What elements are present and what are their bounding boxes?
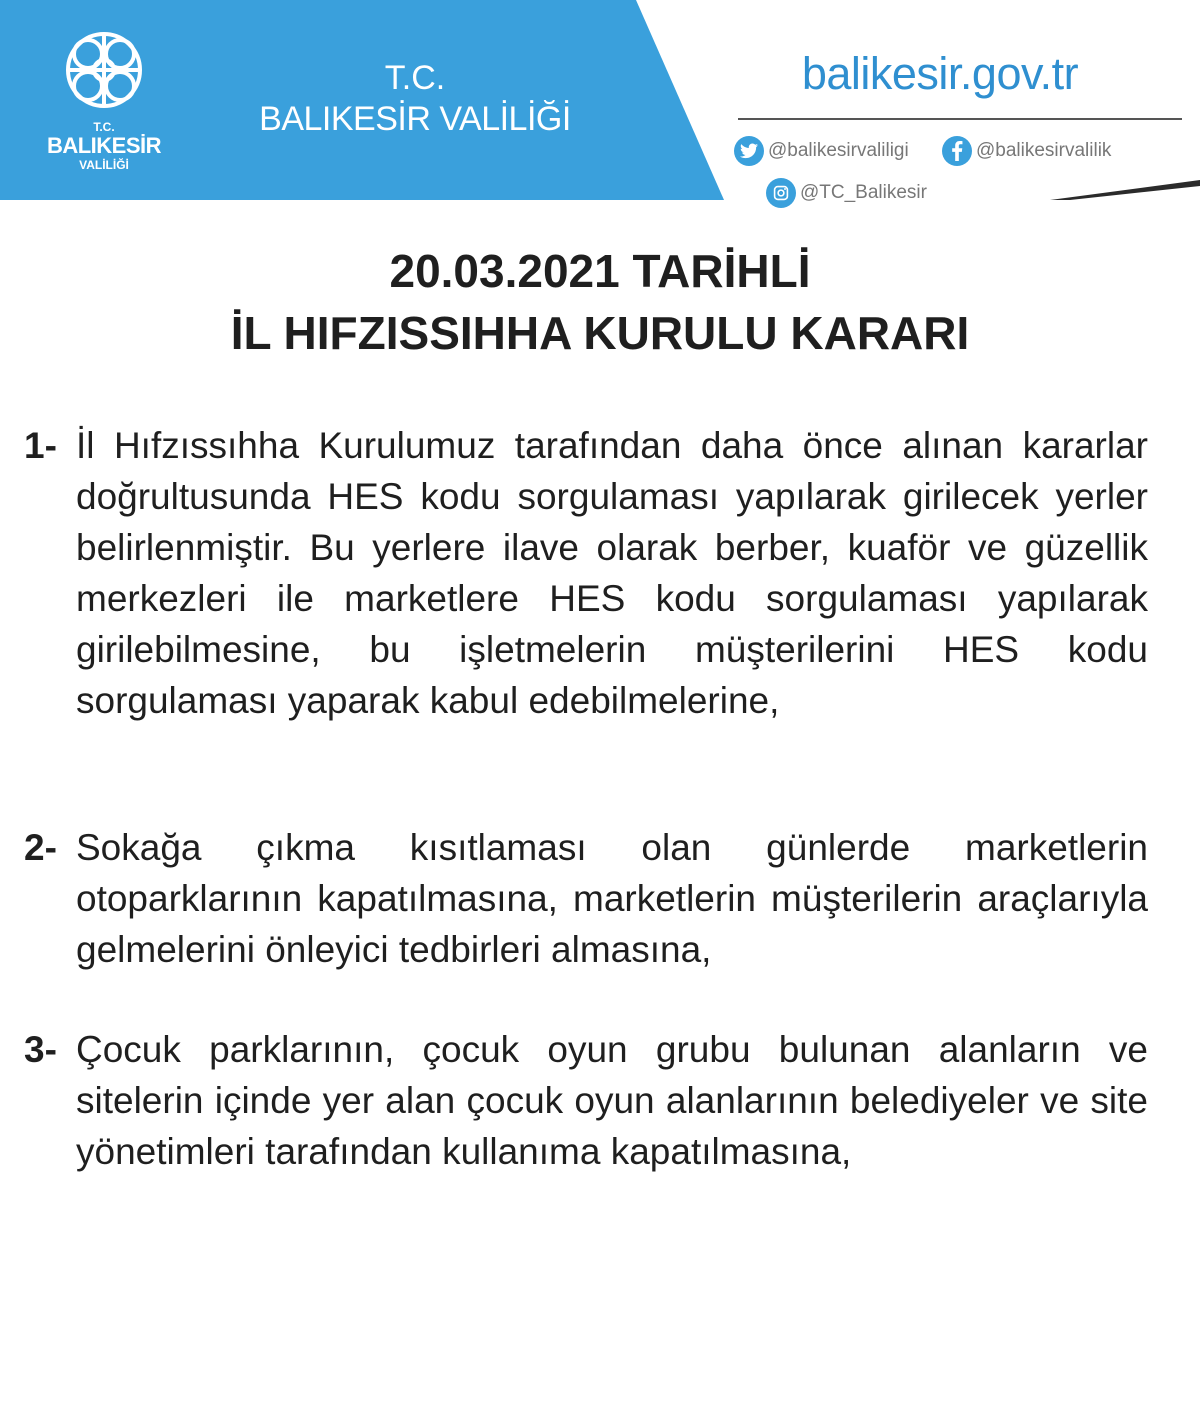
facebook-icon [942,136,972,166]
governorship-line1: T.C. [384,59,446,97]
twitter-handle-text: @balikesirvaliligi [768,140,909,161]
logo [40,22,168,182]
facebook-handle[interactable] [942,136,1111,166]
title-line2: İL HIFZISSIHHA KURULU KARARI [230,307,970,359]
governorship-title [230,58,600,140]
instagram-handle[interactable] [766,178,927,208]
item-number: 1- [24,425,57,466]
logo-tc: T.C. [93,120,115,134]
decorative-slash [1050,178,1200,200]
item-text: Sokağa çıkma kısıtlaması olan günlerde marketlerin otoparklarının kapatılmasına, marketlerin müşterilerin araçlarıyla gelmelerini önleyici tedbirleri almasına, [76,827,1148,970]
item-number: 2- [24,827,57,868]
item-number: 3- [24,1029,57,1070]
website-link[interactable]: balikesir.gov.tr [801,48,1079,99]
governorship-line2: BALIKESİR VALİLİĞİ [259,100,571,138]
instagram-icon [766,178,796,208]
facebook-handle-text: @balikesirvalilik [976,140,1112,161]
header-divider [738,118,1182,120]
header-banner [0,0,1200,203]
instagram-handle-text: @TC_Balikesir [800,182,927,203]
logo-name: BALIKESİR [46,133,162,158]
item-text: Çocuk parklarının, çocuk oyun grubu bulunan alanların ve sitelerin içinde yer alan çocuk oyun alanlarının belediyeler ve site yönetimleri tarafından kullanıma kapatılmasına, [76,1029,1148,1172]
twitter-icon [734,136,764,166]
logo-sub: VALİLİĞİ [79,158,129,172]
knot-emblem-icon [56,22,152,118]
title-line1: 20.03.2021 TARİHLİ [389,245,811,297]
twitter-handle[interactable] [734,136,909,166]
banner-background [0,0,1200,200]
document-title [0,240,1200,364]
item-text: İl Hıfzıssıhha Kurulumuz tarafından daha önce alınan kararlar doğrultusunda HES kodu sorgulaması yapılarak girilecek yerler belirlenmiştir. Bu yerlere ilave olarak berber, kuaför ve güzellik merkezleri ile marketlere HES kodu sorgulaması yapılarak girilebilmesine, bu işletmelerin müşterilerini HES kodu sorgulaması yaparak kabul edebilmelerine, [76,425,1148,721]
